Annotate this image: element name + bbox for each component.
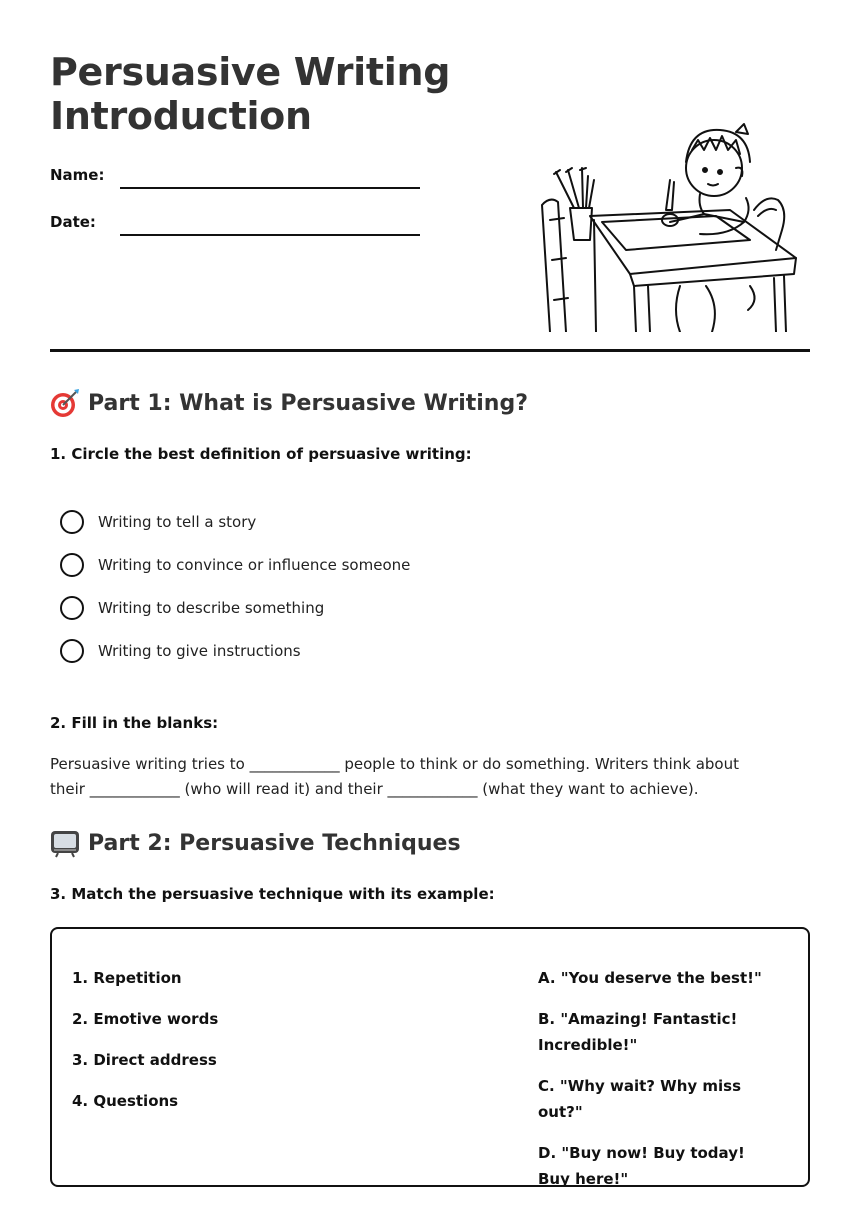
technique-item[interactable]: 2. Emotive words	[72, 1010, 219, 1028]
question-1-prompt: 1. Circle the best definition of persuasive writing:	[50, 445, 472, 463]
technique-item[interactable]: 1. Repetition	[72, 969, 182, 987]
television-icon	[50, 828, 80, 858]
option-label: Writing to give instructions	[98, 642, 301, 660]
option-3[interactable]	[60, 596, 324, 620]
techniques-column	[72, 965, 218, 1129]
option-2[interactable]	[60, 553, 410, 577]
technique-item[interactable]: 4. Questions	[72, 1092, 179, 1110]
answer-circle[interactable]	[60, 510, 84, 534]
part1-heading-text: Part 1: What is Persuasive Writing?	[88, 390, 528, 416]
option-4[interactable]	[60, 639, 301, 663]
technique-item[interactable]: 3. Direct address	[72, 1051, 217, 1069]
question-3-prompt: 3. Match the persuasive technique with its example:	[50, 885, 495, 903]
matching-box	[50, 927, 810, 1187]
date-field[interactable]	[120, 234, 420, 236]
option-label: Writing to tell a story	[98, 513, 257, 531]
child-writing-at-desk-icon	[530, 110, 810, 332]
header-divider	[50, 349, 810, 352]
example-item[interactable]: A. "You deserve the best!"	[538, 969, 762, 987]
answer-circle[interactable]	[60, 639, 84, 663]
example-item[interactable]: D. "Buy now! Buy today! Buy here!"	[538, 1144, 745, 1188]
option-label: Writing to describe something	[98, 599, 325, 617]
worksheet-title: Persuasive Writing Introduction	[50, 50, 451, 138]
part2-heading	[50, 828, 461, 858]
part1-heading	[50, 388, 528, 418]
name-field[interactable]	[120, 187, 420, 189]
option-label: Writing to convince or influence someone	[98, 556, 411, 574]
name-label: Name:	[50, 166, 105, 184]
option-1[interactable]	[60, 510, 256, 534]
fill-in-blanks-text: Persuasive writing tries to ____________ people to think or do something. Writers think about their ____________ (who will read it) and their ____________ (what they want to achieve).	[50, 755, 739, 798]
answer-circle[interactable]	[60, 553, 84, 577]
example-item[interactable]: B. "Amazing! Fantastic! Incredible!"	[538, 1010, 738, 1054]
target-dart-icon	[50, 388, 80, 418]
answer-circle[interactable]	[60, 596, 84, 620]
part2-heading-text: Part 2: Persuasive Techniques	[88, 830, 461, 856]
example-item[interactable]: C. "Why wait? Why miss out?"	[538, 1077, 742, 1121]
date-label: Date:	[50, 213, 96, 231]
examples-column	[538, 965, 778, 1207]
question-2-prompt: 2. Fill in the blanks:	[50, 714, 219, 732]
